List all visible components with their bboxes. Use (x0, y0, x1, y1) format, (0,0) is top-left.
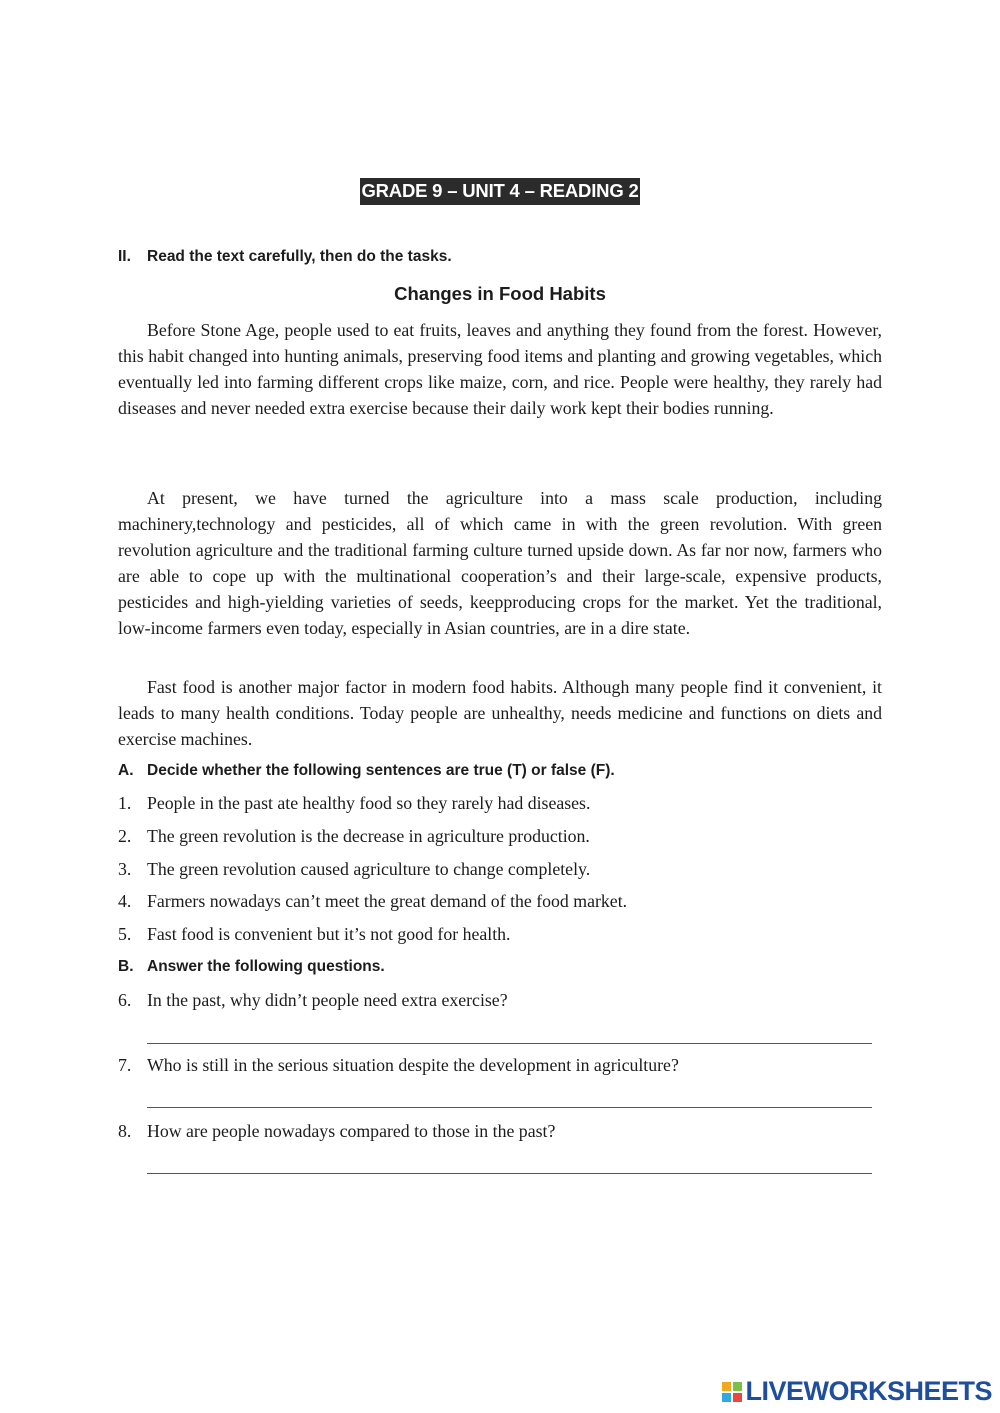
story-paragraph-2: At present, we have turned the agriculture into a mass scale production, including machinery,technology and pesticides, all of which came in with the green revolution. With green revolution agriculture and the traditional farming culture turned upside down. As far nor now, farmers who are able to cope up with the multinational cooperation’s and their large-scale, expensive products, pesticides and high-yielding varieties of seeds, keepproducing crops for the market. Yet the traditional, low-income farmers even today, especially in Asian countries, are in a dire state. (118, 488, 882, 638)
item-number: 6. (118, 990, 132, 1010)
story-title: Changes in Food Habits (394, 283, 606, 304)
item-number: 1. (118, 793, 132, 813)
item-text: Farmers nowadays can’t meet the great demand of the food market. (147, 891, 628, 911)
section-b-instruction: Answer the following questions. (147, 958, 385, 975)
question-item-8 (118, 1121, 555, 1142)
header (0, 178, 1000, 205)
item-text: People in the past ate healthy food so they rarely had diseases. (147, 793, 591, 813)
story-paragraph-3: Fast food is another major factor in modern food habits. Although many people find it convenient, it leads to many health conditions. Today people are unhealthy, needs medicine and functions on diets and exercise machines. (118, 677, 882, 749)
instruction-line (118, 248, 452, 266)
item-text: Who is still in the serious situation despite the development in agriculture? (147, 1055, 679, 1075)
item-number: 8. (118, 1121, 132, 1141)
instruction-text: Read the text carefully, then do the tasks. (147, 248, 452, 265)
tf-item-5 (118, 924, 510, 945)
story-paragraph-1: Before Stone Age, people used to eat fruits, leaves and anything they found from the forest. However, this habit changed into hunting animals, preserving food items and planting and growing vegetables, which eventually led into farming different crops like maize, corn, and rice. People were healthy, they rarely had diseases and never needed extra exercise because their daily work kept their bodies running. (118, 320, 882, 418)
item-number: 2. (118, 826, 132, 846)
item-text: Fast food is convenient but it’s not good for health. (147, 924, 511, 944)
answer-line-7[interactable] (147, 1107, 872, 1108)
answer-line-6[interactable] (147, 1043, 872, 1044)
item-number: 5. (118, 924, 132, 944)
liveworksheets-logo (721, 1376, 992, 1407)
answer-line-8[interactable] (147, 1173, 872, 1174)
tf-item-3 (118, 859, 590, 880)
item-number: 3. (118, 859, 132, 879)
liveworksheets-mark-icon (721, 1381, 743, 1403)
item-text: In the past, why didn’t people need extra exercise? (147, 990, 508, 1010)
tf-item-1 (118, 793, 590, 814)
brand-name: LIVEWORKSHEETS (745, 1376, 992, 1406)
tf-item-4 (118, 891, 627, 912)
tf-item-2 (118, 826, 590, 847)
item-text: How are people nowadays compared to those in the past? (147, 1121, 556, 1141)
item-text: The green revolution caused agriculture to change completely. (147, 859, 591, 879)
question-item-6 (118, 990, 508, 1011)
instruction-number: II. (118, 248, 131, 265)
question-item-7 (118, 1055, 679, 1076)
section-a-letter: A. (118, 762, 134, 779)
section-a-heading (118, 762, 615, 780)
item-number: 4. (118, 891, 132, 911)
item-text: The green revolution is the decrease in agriculture production. (147, 826, 590, 846)
section-a-instruction: Decide whether the following sentences are true (T) or false (F). (147, 762, 615, 779)
item-number: 7. (118, 1055, 132, 1075)
section-b-heading (118, 958, 385, 976)
worksheet-title: GRADE 9 – UNIT 4 – READING 2 (360, 178, 639, 205)
section-b-letter: B. (118, 958, 134, 975)
